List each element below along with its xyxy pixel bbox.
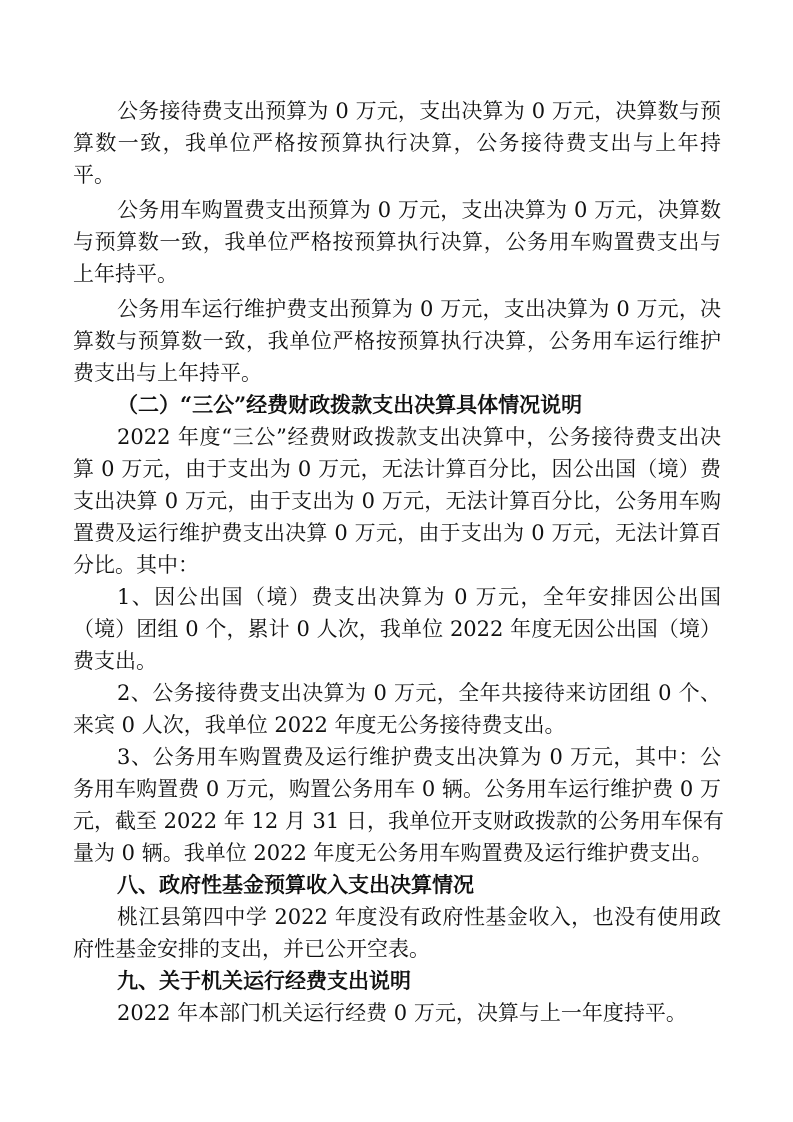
text-line: 费支出与上年持平。 [73,361,262,385]
paragraph [73,194,721,290]
text-line: 置费及运行维护费支出决算 0 万元，由于支出为 0 万元，无法计算百 [73,521,721,545]
text-line: 2022 年度“三公”经费财政拨款支出决算中，公务接待费支出决 [117,425,721,449]
text-line: 与预算数一致，我单位严格按预算执行决算，公务用车购置费支出与 [73,230,721,254]
text-line: 费支出。 [73,649,157,673]
section-heading [73,965,721,997]
paragraph [73,677,721,741]
text-line: 算 0 万元，由于支出为 0 万元，无法计算百分比，因公出国（境）费 [73,457,721,481]
heading-text: （二）“三公”经费财政拨款支出决算具体情况说明 [117,392,583,417]
text-line: 算数与预算数一致，我单位严格按预算执行决算，公务用车运行维护 [73,329,721,353]
text-line: 府性基金安排的支出，并已公开空表。 [73,937,430,961]
text-line: （境）团组 0 个，累计 0 人次，我单位 2022 年度无因公出国（境） [73,617,721,641]
heading-text: 九、关于机关运行经费支出说明 [117,968,411,993]
text-line: 算数一致，我单位严格按预算执行决算，公务接待费支出与上年持 [73,131,721,155]
text-line: 2、公务接待费支出决算为 0 万元，全年共接待来访团组 0 个、 [117,681,721,705]
text-line: 元，截至 2022 年 12 月 31 日，我单位开支财政拨款的公务用车保有 [73,809,724,833]
text-line: 上年持平。 [73,262,178,286]
text-line: 公务接待费支出预算为 0 万元，支出决算为 0 万元，决算数与预 [117,99,721,123]
text-line: 来宾 0 人次，我单位 2022 年度无公务接待费支出。 [73,713,566,737]
text-line: 平。 [73,163,115,187]
text-line: 公务用车运行维护费支出预算为 0 万元，支出决算为 0 万元，决 [117,297,721,321]
heading-text: 八、政府性基金预算收入支出决算情况 [117,872,474,897]
paragraph [73,293,721,389]
text-line: 1、因公出国（境）费支出决算为 0 万元，全年安排因公出国 [117,585,721,609]
text-line: 务用车购置费 0 万元，购置公务用车 0 辆。公务用车运行维护费 0 万 [73,777,721,801]
paragraph [73,997,721,1029]
text-line: 3、公务用车购置费及运行维护费支出决算为 0 万元，其中：公 [117,745,721,769]
section-heading [73,389,721,421]
paragraph [73,421,721,581]
paragraph [73,95,721,191]
paragraph [73,741,724,869]
document-body [73,95,724,1029]
text-line: 量为 0 辆。我单位 2022 年度无公务用车购置费及运行维护费支出。 [73,841,713,865]
paragraph [73,581,721,677]
text-line: 公务用车购置费支出预算为 0 万元，支出决算为 0 万元，决算数 [117,198,721,222]
text-line: 桃江县第四中学 2022 年度没有政府性基金收入，也没有使用政 [117,905,721,929]
section-heading [73,869,721,901]
text-line: 2022 年本部门机关运行经费 0 万元，决算与上一年度持平。 [117,1001,687,1025]
text-line: 分比。其中： [73,553,199,577]
text-line: 支出决算 0 万元，由于支出为 0 万元，无法计算百分比，公务用车购 [73,489,721,513]
paragraph [73,901,721,965]
